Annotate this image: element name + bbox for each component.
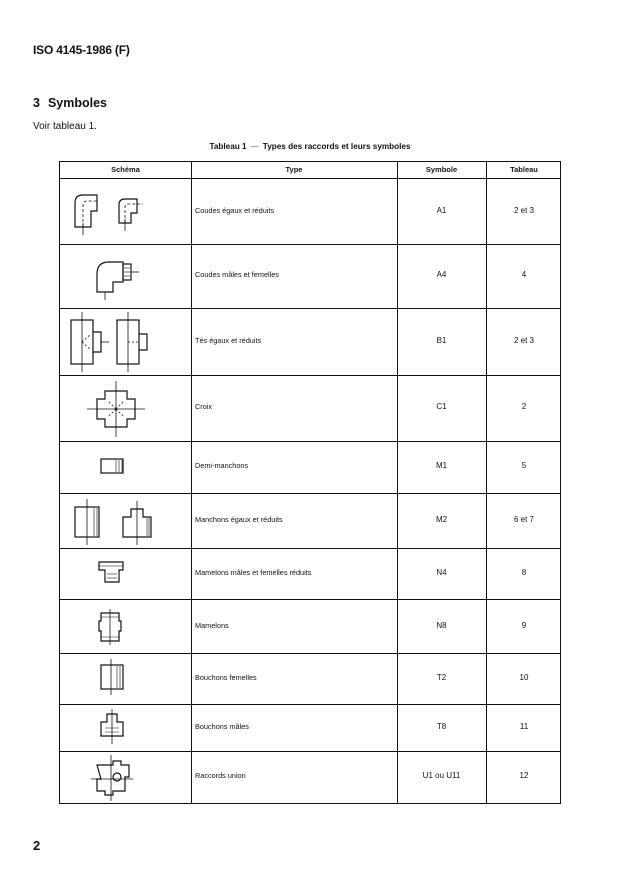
page-number: 2 (33, 838, 41, 853)
type-label: Demi-manchons (195, 461, 249, 470)
type-label: Manchons égaux et réduits (195, 515, 283, 524)
table-row (60, 441, 560, 493)
cross-fitting-icon (61, 375, 191, 441)
half-socket-icon (61, 441, 191, 493)
caption-text: Types des raccords et leurs symboles (262, 142, 411, 151)
nipple-icon (61, 599, 191, 653)
type-label: Coudes mâles et femelles (195, 270, 279, 279)
caption-dash: — (250, 142, 259, 151)
symbol-value: N8 (436, 621, 447, 630)
symbol-value: T8 (436, 722, 447, 731)
female-cap-icon (61, 653, 191, 704)
header-type: Type (285, 165, 303, 174)
symbol-value: M1 (435, 461, 448, 470)
union-fitting-icon (61, 751, 191, 804)
table-ref: 2 (521, 402, 527, 411)
sockets-icon (61, 493, 191, 548)
tee-fittings-icon (61, 308, 191, 375)
symbol-value: A4 (436, 270, 447, 279)
symbol-value: M2 (435, 515, 448, 524)
table-row (60, 308, 560, 375)
symbol-value: A1 (436, 206, 447, 215)
type-label: Tés égaux et réduits (195, 336, 262, 345)
symbol-value: T2 (436, 673, 447, 682)
table-row (60, 493, 560, 548)
table-ref: 11 (519, 722, 529, 731)
document-header: ISO 4145-1986 (F) (33, 43, 130, 57)
table-ref: 5 (521, 461, 527, 470)
type-label: Coudes égaux et réduits (195, 206, 275, 215)
table-row (60, 751, 560, 804)
table-caption (0, 142, 620, 151)
type-label: Bouchons mâles (195, 722, 249, 731)
header-schema: Schéma (111, 165, 140, 174)
symbol-value: N4 (436, 568, 447, 577)
table-ref: 2 et 3 (513, 206, 534, 215)
table-row (60, 653, 560, 704)
symbol-value: C1 (436, 402, 447, 411)
fittings-table (59, 161, 561, 804)
table-row (60, 599, 560, 653)
type-label: Mamelons mâles et femelles réduits (195, 568, 312, 577)
table-row (60, 244, 560, 308)
elbow-fittings-icon (61, 179, 191, 244)
male-plug-icon (61, 704, 191, 751)
type-label: Raccords union (195, 771, 246, 780)
symbol-value: B1 (436, 336, 447, 345)
type-label: Mamelons (195, 621, 229, 630)
table-ref: 8 (521, 568, 527, 577)
type-label: Bouchons femelles (195, 673, 257, 682)
table-row (60, 179, 560, 244)
table-ref: 2 et 3 (513, 336, 534, 345)
section-title: Symboles (47, 96, 108, 110)
reducing-nipple-icon (61, 548, 191, 599)
table-ref: 12 (519, 771, 529, 780)
male-female-elbow-icon (61, 244, 191, 308)
table-ref: 9 (521, 621, 527, 630)
table-row (60, 704, 560, 751)
symbol-value: U1 ou U11 (422, 771, 461, 780)
section-heading (33, 96, 107, 110)
table-row (60, 548, 560, 599)
table-ref: 10 (519, 673, 529, 682)
type-label: Croix (195, 402, 213, 411)
table-ref: 4 (521, 270, 527, 279)
section-number: 3 (33, 96, 40, 110)
section-intro: Voir tableau 1. (33, 121, 97, 132)
caption-label: Tableau 1 (209, 142, 247, 151)
table-row (60, 375, 560, 441)
header-symbol: Symbole (425, 165, 458, 174)
table-header-row (60, 162, 560, 179)
header-table: Tableau (510, 165, 538, 174)
table-ref: 6 et 7 (513, 515, 534, 524)
